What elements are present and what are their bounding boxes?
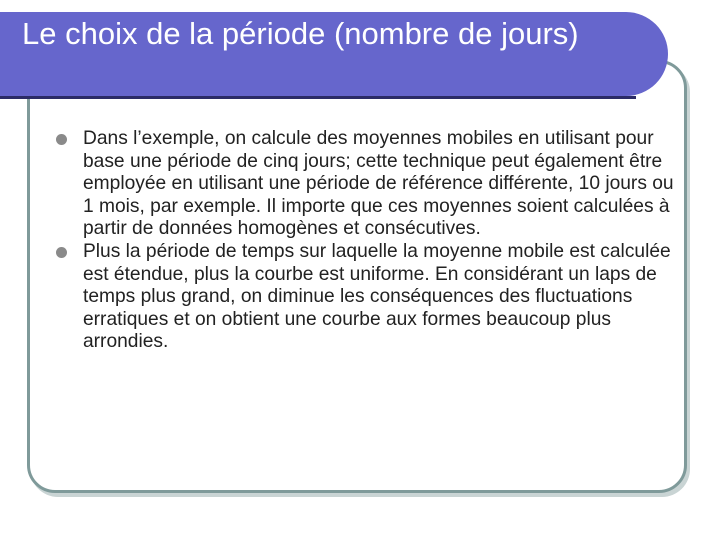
bullet-list (56, 128, 676, 354)
bullet-icon (56, 134, 67, 145)
bullet-text: Dans l’exemple, on calcule des moyennes mobiles en utilisant pour base une période de cinq jours; cette technique peut également être employée en utilisant une période de référence différente, 10 jours ou 1 mois, par exemple. Il importe que ces moyennes soient calculées à partir de données homogènes et consécutives. (83, 128, 674, 240)
bullet-item (56, 241, 676, 354)
slide-title: Le choix de la période (nombre de jours) (22, 16, 579, 51)
bullet-icon (56, 247, 67, 258)
bullet-text: Plus la période de temps sur laquelle la moyenne mobile est calculée est étendue, plus la courbe est uniforme. En considérant un laps de temps plus grand, on diminue les conséquences des fluctuations erratiques et on obtient une courbe aux formes beaucoup plus arrondies. (83, 240, 671, 353)
title-underline (0, 96, 636, 99)
bullet-item (56, 128, 676, 241)
